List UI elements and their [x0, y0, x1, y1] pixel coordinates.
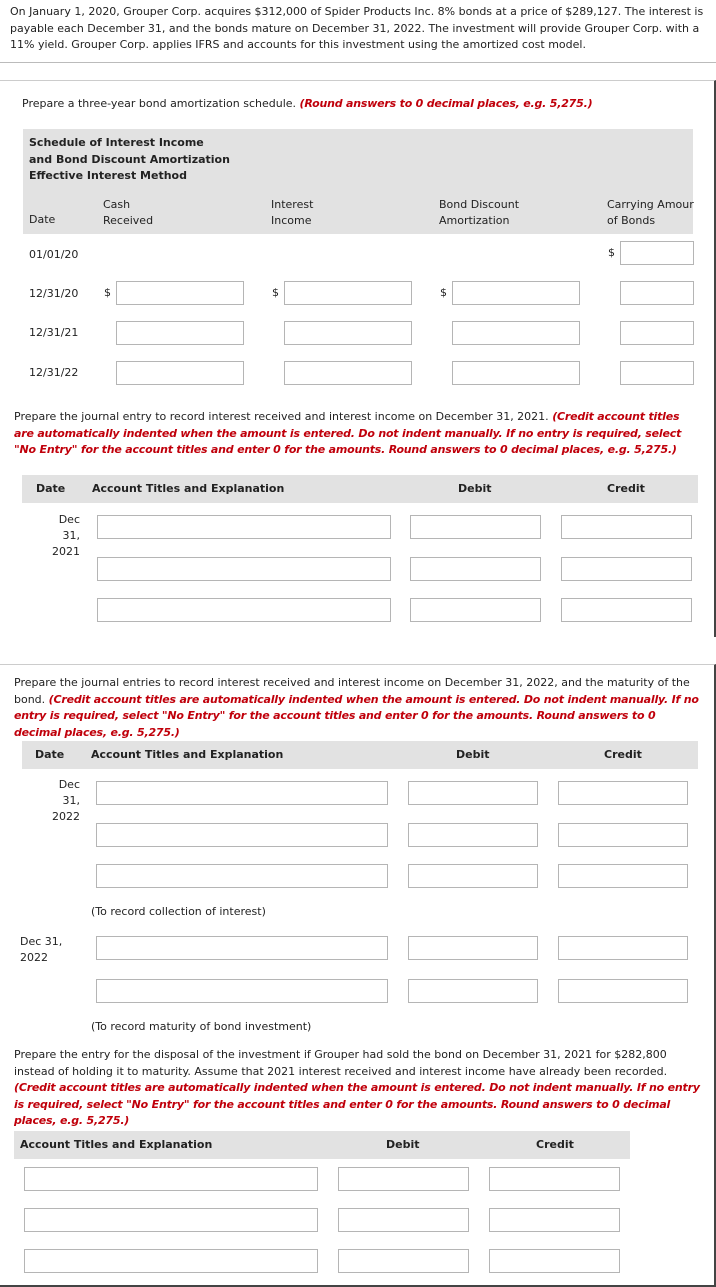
- carrying-amount-input-4[interactable]: [620, 361, 694, 385]
- je2022-account-input-4[interactable]: [96, 936, 388, 960]
- je2022-date-2: Dec 31, 2022: [20, 935, 63, 964]
- je2021-debit-input-1[interactable]: [410, 515, 541, 539]
- schedule-date-4: 12/31/22: [29, 366, 79, 379]
- disposal-header: [14, 1131, 630, 1159]
- interest-income-input-2[interactable]: [284, 281, 412, 305]
- col-account-titles: Account Titles and Explanation: [91, 748, 284, 761]
- je2022-debit-input-1[interactable]: [408, 781, 538, 805]
- disposal-credit-input-3[interactable]: [489, 1249, 620, 1273]
- je2021-debit-input-3[interactable]: [410, 598, 541, 622]
- col-credit: Credit: [536, 1138, 574, 1151]
- je2022-credit-input-1[interactable]: [558, 781, 688, 805]
- je2022-account-input-2[interactable]: [96, 823, 388, 847]
- schedule-date-2: 12/31/20: [29, 287, 79, 300]
- carrying-amount-input-3[interactable]: [620, 321, 694, 345]
- disposal-account-input-1[interactable]: [24, 1167, 318, 1191]
- currency-symbol: $: [608, 246, 615, 259]
- je2021-credit-input-1[interactable]: [561, 515, 692, 539]
- je2022-header: [22, 741, 698, 769]
- col-credit: Credit: [607, 482, 645, 495]
- schedule-date-3: 12/31/21: [29, 326, 79, 339]
- col-date: Date: [29, 213, 56, 226]
- col-debit: Debit: [386, 1138, 420, 1151]
- je2022-credit-input-3[interactable]: [558, 864, 688, 888]
- amortization-input-2[interactable]: [452, 281, 580, 305]
- interest-income-input-3[interactable]: [284, 321, 412, 345]
- col-debit: Debit: [456, 748, 490, 761]
- carrying-amount-input-1[interactable]: [620, 241, 694, 265]
- je2021-instruction: Prepare the journal entry to record interest received and interest income on December 31, 2021. (Credit account titles are automatically indented when the amount is entered. Do not indent manually. If no entry is required, select "No Entry" for the account titles and enter 0 for the amounts. Round answers to 0 decimal places, e.g. 5,275.): [14, 410, 682, 456]
- col-account-titles: Account Titles and Explanation: [92, 482, 285, 495]
- disposal-account-input-3[interactable]: [24, 1249, 318, 1273]
- problem-statement: [0, 0, 716, 63]
- cash-received-input-4[interactable]: [116, 361, 244, 385]
- schedule-panel: [0, 80, 716, 637]
- je2021-account-input-1[interactable]: [97, 515, 391, 539]
- je2022-credit-input-4[interactable]: [558, 936, 688, 960]
- disposal-debit-input-2[interactable]: [338, 1208, 469, 1232]
- schedule-instruction: Prepare a three-year bond amortization schedule. (Round answers to 0 decimal places, e.g. 5,275.): [22, 97, 593, 110]
- schedule-title: Schedule of Interest Income and Bond Discount Amortization Effective Interest Method: [29, 136, 230, 182]
- disposal-debit-input-3[interactable]: [338, 1249, 469, 1273]
- je2021-credit-input-3[interactable]: [561, 598, 692, 622]
- je2021-date: Dec 31, 2021: [52, 513, 80, 558]
- je2022-note-maturity: (To record maturity of bond investment): [91, 1020, 312, 1033]
- disposal-debit-input-1[interactable]: [338, 1167, 469, 1191]
- col-credit: Credit: [604, 748, 642, 761]
- je2022-debit-input-2[interactable]: [408, 823, 538, 847]
- interest-income-input-4[interactable]: [284, 361, 412, 385]
- col-account-titles: Account Titles and Explanation: [20, 1138, 213, 1151]
- amortization-input-4[interactable]: [452, 361, 580, 385]
- je2021-debit-input-2[interactable]: [410, 557, 541, 581]
- cash-received-input-2[interactable]: [116, 281, 244, 305]
- je2022-credit-input-2[interactable]: [558, 823, 688, 847]
- disposal-account-input-2[interactable]: [24, 1208, 318, 1232]
- je2021-account-input-3[interactable]: [97, 598, 391, 622]
- col-debit: Debit: [458, 482, 492, 495]
- problem-text: On January 1, 2020, Grouper Corp. acquires $312,000 of Spider Products Inc. 8% bonds at a price of $289,127. The interest is payable each December 31, and the bonds mature on December 31, 2022. The investment will provide Grouper Corp. with a 11% yield. Grouper Corp. applies IFRS and accounts for this investment using the amortized cost model.: [10, 5, 704, 51]
- col-date: Date: [36, 482, 66, 495]
- je2022-panel: [0, 664, 716, 1287]
- je2022-credit-input-5[interactable]: [558, 979, 688, 1003]
- col-bond-discount-amortization: Bond Discount Amortization: [439, 198, 520, 227]
- disposal-credit-input-2[interactable]: [489, 1208, 620, 1232]
- je2021-header: [22, 475, 698, 503]
- je2022-debit-input-4[interactable]: [408, 936, 538, 960]
- disposal-instruction: Prepare the entry for the disposal of the investment if Grouper had sold the bond on December 31, 2021 for $282,800 instead of holding it to maturity. Assume that 2021 interest received and interest income have already been recorded. (Credit account titles are automatically indented when the amount is entered. Do not indent manually. If no entry is required, select "No Entry" for the account titles and enter 0 for the amounts. Round answers to 0 decimal places, e.g. 5,275.): [14, 1048, 700, 1127]
- currency-symbol: $: [272, 286, 279, 299]
- schedule-header: [23, 129, 693, 234]
- je2022-debit-input-3[interactable]: [408, 864, 538, 888]
- col-interest-income: Interest Income: [271, 198, 314, 227]
- je2021-credit-input-2[interactable]: [561, 557, 692, 581]
- je2022-note-interest: (To record collection of interest): [91, 905, 266, 918]
- currency-symbol: $: [440, 286, 447, 299]
- je2022-account-input-5[interactable]: [96, 979, 388, 1003]
- carrying-amount-input-2[interactable]: [620, 281, 694, 305]
- currency-symbol: $: [104, 286, 111, 299]
- amortization-input-3[interactable]: [452, 321, 580, 345]
- je2022-instruction: Prepare the journal entries to record interest received and interest income on December 31, 2022, and the maturity of the bond. (Credit account titles are automatically indented when the amount is entered. Do not indent manually. If no entry is required, select "No Entry" for the account titles and enter 0 for the amounts. Round answers to 0 decimal places, e.g. 5,275.): [14, 676, 699, 739]
- je2022-account-input-3[interactable]: [96, 864, 388, 888]
- cash-received-input-3[interactable]: [116, 321, 244, 345]
- je2022-debit-input-5[interactable]: [408, 979, 538, 1003]
- disposal-credit-input-1[interactable]: [489, 1167, 620, 1191]
- col-cash-received: Cash Received: [103, 198, 154, 227]
- schedule-date-1: 01/01/20: [29, 248, 79, 261]
- je2022-date-1: Dec 31, 2022: [52, 778, 80, 823]
- col-date: Date: [35, 748, 65, 761]
- col-carrying-amount: Carrying Amour of Bonds: [607, 198, 694, 227]
- je2022-account-input-1[interactable]: [96, 781, 388, 805]
- je2021-account-input-2[interactable]: [97, 557, 391, 581]
